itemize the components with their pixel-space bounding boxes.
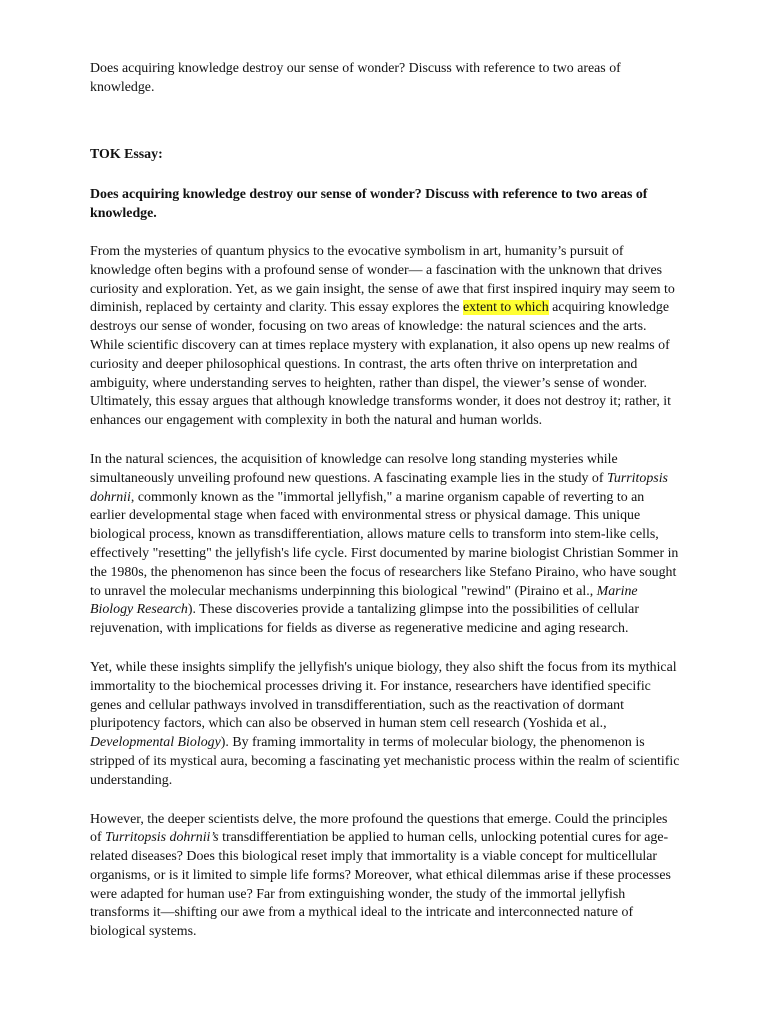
paragraph-text: transdifferentiation be applied to human cells, unlocking potential cures for age-related diseases? Does this biological reset imply that immortality is a viable concept for multicellular organisms, or is it limited to simple life forms? Moreover, what ethical dilemmas arise if these processes were adapted for human use? Far from extinguishing wonder, the study of the immortal jellyfish transforms it—shifting our awe from a mythical ideal to the intricate and interconnected nature of biological systems. xyxy=(90,830,671,940)
italic-journal-title: Developmental Biology xyxy=(90,735,221,751)
paragraph-text: ). These discoveries provide a tantalizing glimpse into the possibilities of cellular rejuvenation, with implications for fields as diverse as regenerative medicine and aging research. xyxy=(90,602,639,637)
paragraph-text: In the natural sciences, the acquisition of knowledge can resolve long standing mysteries while simultaneously unveiling profound new questions. A fascinating example lies in the study of xyxy=(90,451,618,486)
paragraph-text: ). By framing immortality in terms of molecular biology, the phenomenon is stripped of its mystical aura, becoming a fascinating yet mechanistic process within the realm of scientific understanding. xyxy=(90,735,680,788)
highlighted-text: extent to which xyxy=(463,300,549,316)
paragraph-introduction xyxy=(90,243,680,431)
italic-species-name: Turritopsis dohrnii xyxy=(90,470,668,505)
document-page xyxy=(90,60,680,962)
paragraph-text: Yet, while these insights simplify the jellyfish's unique biology, they also shift the focus from its mythical immortality to the biochemical processes driving it. For instance, researchers have identified specific genes and cellular pathways involved in transdifferentiation, such as the reactivation of dormant pluripotency factors, which can also be observed in human stem cell research (Yoshida et al., xyxy=(90,659,677,732)
paragraph-text: acquiring knowledge destroys our sense of wonder, focusing on two areas of knowledge: the natural sciences and the arts. While scientific discovery can at times replace mystery with explanation, it also opens up new realms of curiosity and deeper philosophical questions. In contrast, the arts often thrive on interpretation and ambiguity, where understanding serves to heighten, rather than dispel, the viewer’s sense of wonder. Ultimately, this essay argues that although knowledge transforms wonder, it does not destroy it; rather, it enhances our engagement with complexity in both the natural and human worlds. xyxy=(90,300,672,429)
paragraph-text: However, the deeper scientists delve, the more profound the questions that emerge. Could the principles of xyxy=(90,811,668,846)
paragraph-text: , commonly known as the "immortal jellyfish," a marine organism capable of reverting to an earlier developmental stage when faced with environmental stress or physical damage. This unique biological process, known as transdifferentiation, allows mature cells to transform into stem-like cells, effectively "resetting" the jellyfish's life cycle. First documented by marine biologist Christian Sommer in the 1980s, the phenomenon has since been the focus of researchers like Stefano Piraino, who have sought to unravel the molecular mechanisms underpinning this biological "rewind" (Piraino et al., xyxy=(90,489,679,599)
italic-species-name: Turritopsis dohrnii’s xyxy=(105,830,219,846)
paragraph-questions xyxy=(90,811,680,943)
italic-journal-title: Marine Biology Research xyxy=(90,583,638,618)
essay-question: Does acquiring knowledge destroy our sense of wonder? Discuss with reference to two areas of knowledge. xyxy=(90,187,648,222)
paragraph-text: From the mysteries of quantum physics to the evocative symbolism in art, humanity’s pursuit of knowledge often begins with a profound sense of wonder— a fascination with the unknown that drives curiosity and exploration. Yet, as we gain insight, the sense of awe that first inspired inquiry may seem to diminish, replaced by certainty and clarity. This essay explores the xyxy=(90,243,675,316)
paragraph-mechanism xyxy=(90,659,680,791)
essay-label: TOK Essay: xyxy=(90,146,163,162)
paragraph-natural-sciences xyxy=(90,451,680,639)
essay-prompt: Does acquiring knowledge destroy our sense of wonder? Discuss with reference to two areas of knowledge. xyxy=(90,61,621,95)
